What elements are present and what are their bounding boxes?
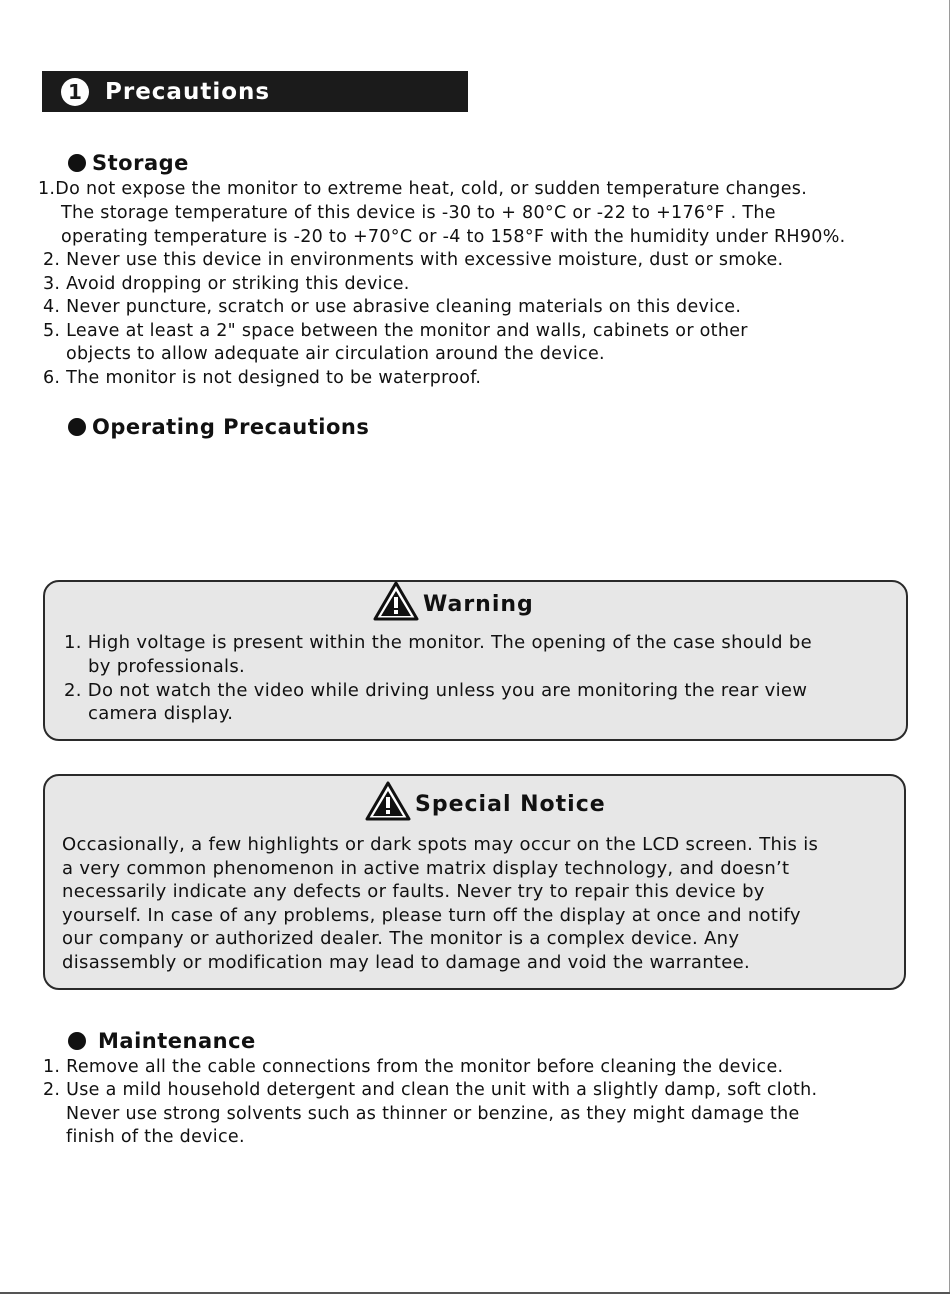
special-notice-title xyxy=(365,782,606,826)
section-title: Precautions xyxy=(105,78,271,105)
special-notice-line: disassembly or modification may lead to damage and void the warrantee. xyxy=(62,952,751,973)
bullet-dot-icon xyxy=(68,418,86,436)
storage-line: operating temperature is -20 to +70°C or -4 to 158°F with the humidity under RH90%. xyxy=(61,227,846,247)
storage-line: The storage temperature of this device is -30 to + 80°C or -22 to +176°F . The xyxy=(61,203,776,223)
special-notice-line: our company or authorized dealer. The monitor is a complex device. Any xyxy=(62,928,740,949)
storage-line: objects to allow adequate air circulation around the device. xyxy=(66,344,605,364)
warning-triangle-icon xyxy=(365,781,411,827)
warning-title xyxy=(373,582,534,626)
storage-heading xyxy=(68,151,189,175)
storage-heading-text: Storage xyxy=(92,151,189,175)
special-notice-line: a very common phenomenon in active matrix display technology, and doesn’t xyxy=(62,858,790,879)
maintenance-line: 2. Use a mild household detergent and clean the unit with a slightly damp, soft cloth. xyxy=(43,1080,818,1100)
warning-title-text: Warning xyxy=(423,591,534,617)
storage-line: 4. Never puncture, scratch or use abrasive cleaning materials on this device. xyxy=(43,297,742,317)
special-notice-line: Occasionally, a few highlights or dark spots may occur on the LCD screen. This is xyxy=(62,834,819,855)
operating-heading-text: Operating Precautions xyxy=(92,415,370,439)
warning-line: camera display. xyxy=(88,703,234,724)
warning-box xyxy=(43,580,908,741)
maintenance-heading xyxy=(68,1029,256,1053)
storage-line: 5. Leave at least a 2" space between the monitor and walls, cabinets or other xyxy=(43,321,748,341)
section-number-badge: 1 xyxy=(61,78,89,106)
storage-line: 1.Do not expose the monitor to extreme heat, cold, or sudden temperature changes. xyxy=(38,179,808,199)
bullet-dot-icon xyxy=(68,154,86,172)
storage-line: 3. Avoid dropping or striking this device. xyxy=(43,274,410,294)
section-header xyxy=(42,71,468,112)
maintenance-heading-text: Maintenance xyxy=(98,1029,256,1053)
warning-line: 1. High voltage is present within the monitor. The opening of the case should be xyxy=(64,632,812,653)
warning-triangle-icon xyxy=(373,581,419,627)
bullet-dot-icon xyxy=(68,1032,86,1050)
maintenance-line: Never use strong solvents such as thinner or benzine, as they might damage the xyxy=(66,1104,800,1124)
storage-line: 2. Never use this device in environments with excessive moisture, dust or smoke. xyxy=(43,250,784,270)
storage-line: 6. The monitor is not designed to be waterproof. xyxy=(43,368,482,388)
maintenance-line: finish of the device. xyxy=(66,1127,245,1147)
special-notice-box xyxy=(43,774,906,990)
special-notice-title-text: Special Notice xyxy=(415,791,606,817)
warning-line: 2. Do not watch the video while driving unless you are monitoring the rear view xyxy=(64,680,808,701)
special-notice-line: necessarily indicate any defects or faults. Never try to repair this device by xyxy=(62,881,765,902)
warning-line: by professionals. xyxy=(88,656,246,677)
operating-precautions-heading xyxy=(68,415,369,439)
special-notice-line: yourself. In case of any problems, please turn off the display at once and notify xyxy=(62,905,801,926)
maintenance-line: 1. Remove all the cable connections from the monitor before cleaning the device. xyxy=(43,1057,784,1077)
